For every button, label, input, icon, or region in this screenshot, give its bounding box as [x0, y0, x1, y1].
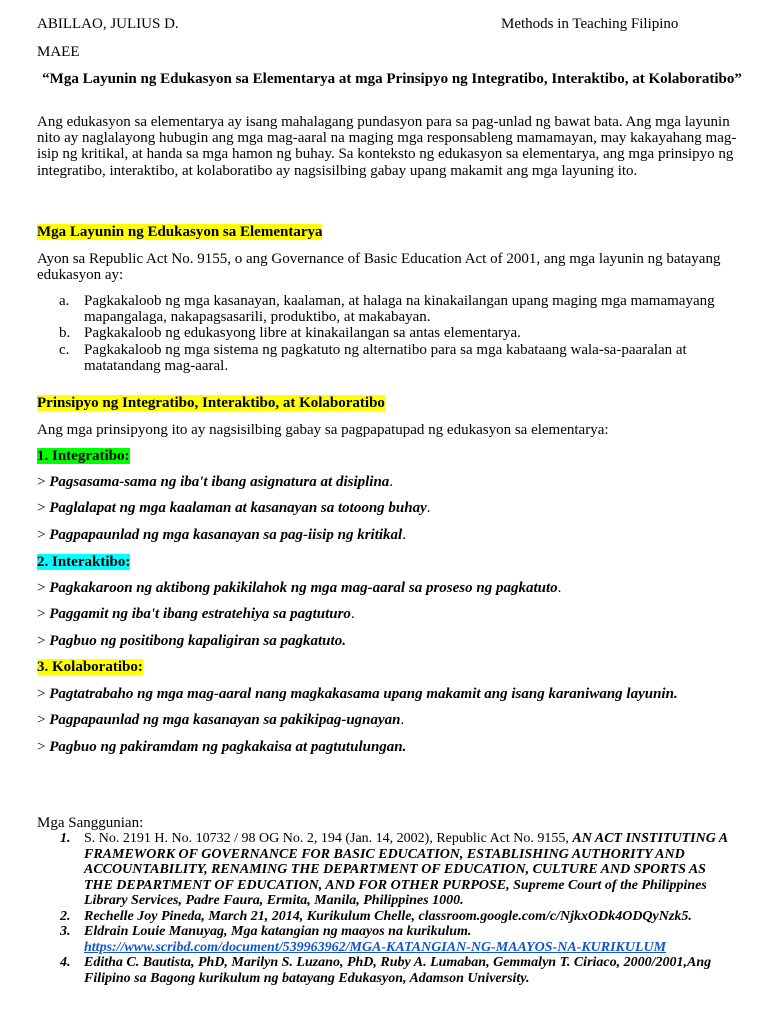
group-heading-text: 2. Interaktibo: [37, 554, 131, 570]
references-label: Mga Sanggunian: [37, 815, 144, 831]
principle-item [37, 739, 406, 756]
author-name: ABILLAO, JULIUS D. [37, 16, 179, 32]
bullet-arrow: > [37, 606, 50, 622]
group-heading-integratibo [37, 448, 130, 465]
principle-item-text: Paggamit ng iba't ibang estratehiya sa pagtuturo [49, 606, 351, 622]
program-name: MAEE [37, 44, 80, 60]
list-item-text: Pagkakaloob ng edukasyong libre at kinakailangan sa antas elementarya. [84, 325, 521, 342]
list-item [37, 325, 747, 341]
principle-item [37, 633, 346, 650]
principle-item: > Pagsasama-sama ng iba't ibang asignatura at disiplina. [37, 474, 394, 490]
reference-link[interactable]: https://www.scribd.com/document/539963962/MGA-KATANGIAN-NG-MAAYOS-NA-KURIKULUM [84, 939, 667, 955]
group-heading-kolaboratibo [37, 659, 143, 676]
principle-item: > Pagkakaroon ng aktibong pakikilahok ng mga mag-aaral sa proseso ng pagkatuto. [37, 580, 562, 596]
reference-item [37, 831, 737, 909]
bullet-arrow: > [37, 580, 50, 596]
group-heading-text: 3. Kolaboratibo: [37, 659, 143, 675]
section-paragraph: Ang mga prinsipyong ito ay nagsisilbing gabay sa pagpapatupad ng edukasyon sa elementarya: [37, 422, 609, 438]
principle-item: > Pagpapaunlad ng mga kasanayan sa pakikipag-ugnayan. [37, 712, 405, 728]
reference-emph-text: Rechelle Joy Pineda, March 21, 2014, Kurikulum Chelle, classroom.google.com/c/NjkxODk4ODQyNzk5. [84, 908, 692, 924]
principle-item-text: Pagsasama-sama ng iba't ibang asignatura at disiplina [49, 474, 390, 490]
document-header [37, 16, 747, 36]
course-title: Methods in Teaching Filipino [501, 16, 679, 32]
bullet-arrow: > [37, 686, 50, 702]
section-paragraph: Ayon sa Republic Act No. 9155, o ang Governance of Basic Education Act of 2001, ang mga layunin ng batayang edukasyon ay: [37, 251, 721, 284]
list-marker: c. [59, 341, 70, 358]
principle-item-text: Pagpapaunlad ng mga kasanayan sa pag-iisip ng kritikal [49, 527, 403, 543]
section-heading-layunin [37, 224, 322, 241]
bullet-arrow: > [37, 739, 50, 755]
reference-emph-text: AN ACT INSTITUTING A FRAMEWORK OF GOVERNANCE FOR BASIC EDUCATION, ESTABLISHING AUTHORITY AND ACCOUNTABILITY, RENAMING THE DEPARTMENT OF EDUCATION, CULTURE AND SPORTS AS THE DEPARTMENT OF EDUCATION, AND FOR OTHER PURPOSE, Supreme Court of the Philippines Library Services, Padre Faura, Ermita, Manila, Philippines 1000. [84, 831, 728, 908]
group-heading-interaktibo [37, 554, 130, 571]
references-list [37, 831, 737, 986]
list-item-text: Pagkakaloob ng mga sistema ng pagkatuto ng alternatibo para sa mga kabataang wala-sa-paaralan at matatandang mag-aaral. [84, 341, 687, 374]
bullet-arrow: > [37, 633, 50, 649]
principle-item-text: Pagkakaroon ng aktibong pakikilahok ng mga mag-aaral sa proseso ng pagkatuto [49, 580, 558, 596]
group-heading-text: 1. Integratibo: [37, 448, 130, 464]
principle-item: > Paggamit ng iba't ibang estratehiya sa pagtuturo. [37, 606, 355, 622]
reference-plain-text: S. No. 2191 H. No. 10732 / 98 OG No. 2, 194 (Jan. 14, 2002), Republic Act No. 9155, [84, 831, 573, 846]
list-item-text: Pagkakaloob ng mga kasanayan, kaalaman, at halaga na kinakailangan upang maging mga mamamayang mapangalaga, nakapagsasarili, produktibo, at makabayan. [84, 293, 715, 326]
document-title: “Mga Layunin ng Edukasyon sa Elementarya at mga Prinsipyo ng Integratibo, Interaktibo, at Kolaboratibo” [42, 71, 742, 87]
bullet-arrow: > [37, 500, 50, 516]
list-item [37, 342, 747, 374]
section-heading-prinsipyo [37, 395, 385, 412]
reference-emph-text: Editha C. Bautista, PhD, Marilyn S. Luzano, PhD, Ruby A. Lumaban, Gemmalyn T. Ciriaco, 2000/2001,Ang Filipino sa Bagong kurikulum ng batayang Edukasyon, Adamson University. [84, 955, 712, 986]
intro-paragraph: Ang edukasyon sa elementarya ay isang mahalagang pundasyon para sa pag-unlad ng bawat bata. Ang mga layunin nito ay naglalayong hubugin ang mga mag-aaral na maging mga responsableng mamamayan, may kakayahang mag-isip ng kritikal, at handa sa mga hamon ng buhay. Sa konteksto ng edukasyon sa elementarya, ang mga prinsipyo ng integratibo, interaktibo, at kolaboratibo ay nagsisilbing gabay upang makamit ang mga layuning ito. [37, 114, 737, 179]
goals-list [37, 293, 747, 374]
bullet-arrow: > [37, 527, 50, 543]
reference-number: 3. [60, 924, 71, 939]
reference-item [37, 924, 737, 955]
reference-number: 1. [60, 831, 71, 846]
principle-item: > Pagpapaunlad ng mga kasanayan sa pag-iisip ng kritikal. [37, 527, 406, 543]
list-marker: a. [59, 293, 70, 309]
list-marker: b. [59, 325, 71, 342]
section-heading-text: Mga Layunin ng Edukasyon sa Elementarya [37, 224, 323, 240]
principle-item-text: Paglalapat ng mga kaalaman at kasanayan sa totoong buhay [49, 500, 427, 516]
reference-number: 4. [60, 955, 71, 970]
section-heading-text: Prinsipyo ng Integratibo, Interaktibo, at Kolaboratibo [37, 395, 385, 411]
principle-item [37, 686, 678, 703]
reference-item [37, 909, 737, 925]
bullet-arrow: > [37, 712, 50, 728]
reference-number: 2. [60, 908, 71, 924]
principle-item-text: Pagbuo ng pakiramdam ng pagkakaisa at pagtutulungan. [49, 739, 407, 755]
principle-item-text: Pagtatrabaho ng mga mag-aaral nang magkakasama upang makamit ang isang karaniwang layunin. [49, 686, 678, 702]
reference-emph-text: Eldrain Louie Manuyag, Mga katangian ng maayos na kurikulum. [84, 924, 472, 939]
principle-item-text: Pagbuo ng positibong kapaligiran sa pagkatuto. [49, 633, 346, 649]
reference-item [37, 955, 737, 986]
list-item [37, 293, 747, 325]
bullet-arrow: > [37, 474, 50, 490]
principle-item: > Paglalapat ng mga kaalaman at kasanayan sa totoong buhay. [37, 500, 431, 516]
principle-item-text: Pagpapaunlad ng mga kasanayan sa pakikipag-ugnayan [49, 712, 401, 728]
